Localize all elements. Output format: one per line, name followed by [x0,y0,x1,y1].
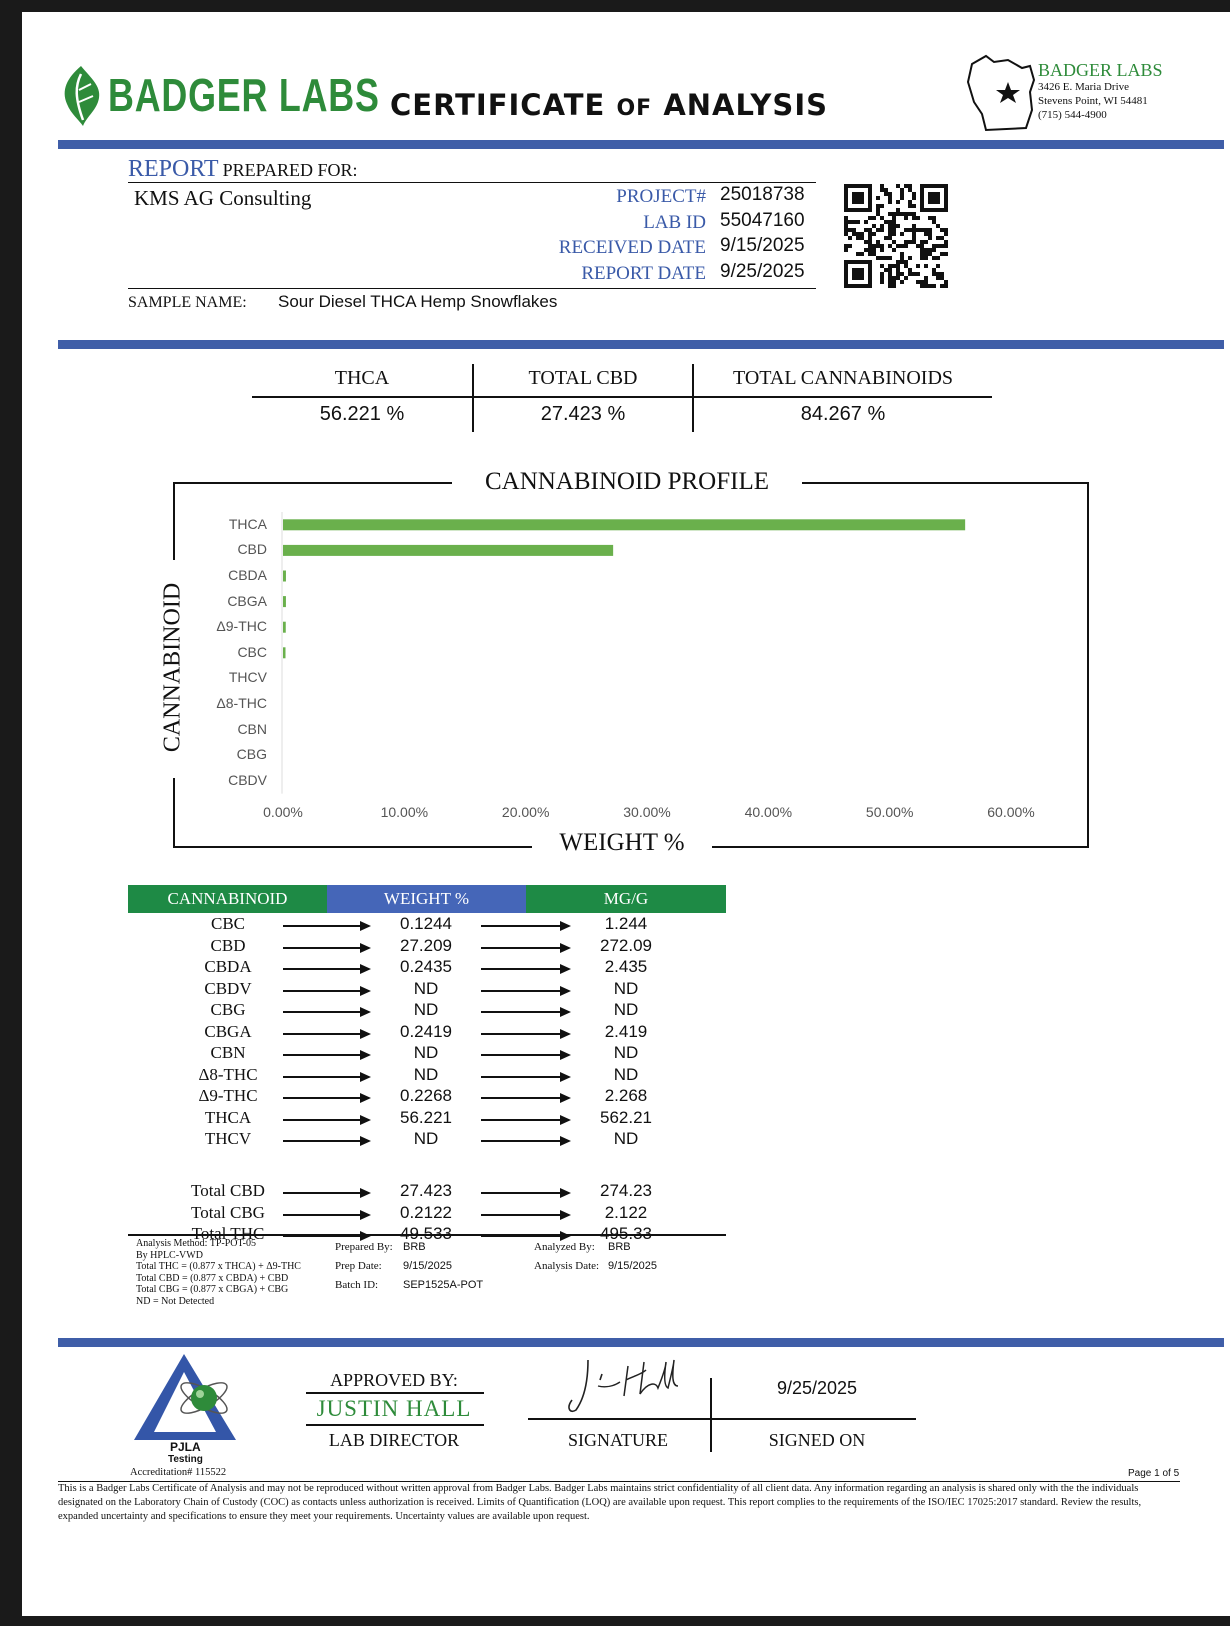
table-row-name: CBG [210,1000,246,1019]
total-row-mgg: 2.122 [604,1202,648,1222]
title-of: OF [616,96,653,121]
approver-title: LAB DIRECTOR [328,1430,460,1450]
table-row-arrow-1 [283,925,369,927]
table-row-arrow-2 [481,947,569,949]
chart-x-tick-label: 30.00% [623,804,671,820]
table-row-arrow-2 [481,990,569,992]
signature-image-icon [562,1352,692,1416]
chart-x-axis-title: WEIGHT % [532,829,712,857]
table-row-weight: ND [413,978,439,998]
summary-cbd-value: 27.423 % [540,403,626,425]
received-date-value: 9/15/2025 [720,235,805,256]
lab-address-line1: 3426 E. Maria Drive [1038,81,1130,93]
chart-category-label: THCV [228,669,267,686]
table-row-mgg: 2.419 [604,1021,648,1041]
analysis-info [534,1238,657,1276]
header-divider [58,140,1224,149]
signature-vline [710,1378,712,1452]
table-row-mgg: 562.21 [600,1107,652,1127]
method-line: Analysis Method: TP-POT-05 [136,1238,257,1249]
table-row-mgg: ND [613,1043,639,1062]
summary-thca-value: 56.221 % [319,403,405,425]
summary-total-value: 84.267 % [800,403,886,425]
report-date-label: REPORT DATE [581,263,706,284]
table-row-name: CBGA [204,1021,252,1041]
client-box-bottom-rule [128,288,816,289]
table-row-weight: ND [413,1043,439,1062]
total-row-weight: 27.423 [400,1181,452,1200]
table-row-mgg: 2.268 [604,1086,648,1105]
total-row-arrow-2 [481,1214,569,1216]
wisconsin-map-icon [964,52,1040,134]
table-header-mgg: MG/G [526,885,726,913]
chart-category-label: CBDV [228,771,267,788]
table-row-mgg: 1.244 [604,914,648,933]
table-row-weight: ND [413,1000,439,1019]
table-row-mgg: ND [613,1000,639,1019]
table-header-cannabinoid: CANNABINOID [128,885,327,913]
method-notes [136,1238,336,1307]
lab-phone: (715) 544-4900 [1038,109,1107,121]
chart-category-label: CBDA [228,567,267,583]
results-table [128,885,726,1245]
table-row-arrow-1 [283,947,369,949]
table-row-arrow-2 [481,1076,569,1078]
table-row-arrow-1 [283,1140,369,1142]
table-row-arrow-2 [481,968,569,970]
chart-category-label: CBD [237,541,267,558]
table-row-name: THCV [204,1129,252,1148]
prep-info [335,1238,483,1295]
batch-id-value: SEP1525A-POT [403,1279,484,1291]
table-row-name: Δ8-THC [198,1064,258,1084]
method-line: Total CBG = (0.877 x CBGA) + CBG [136,1284,289,1295]
labid-label: LAB ID [643,212,706,233]
table-row-arrow-1 [283,990,369,992]
chart-x-tick-label: 0.00% [263,804,303,820]
total-row-name: Total CBD [191,1181,265,1200]
table-row-arrow-1 [283,1054,369,1056]
table-row-mgg: 272.09 [600,935,652,955]
prep-date-value: 9/15/2025 [403,1260,452,1272]
analysis-date-label: Analysis Date: [534,1260,600,1272]
labid-value: 55047160 [720,210,805,231]
table-row-name: CBD [210,935,246,955]
table-bottom-rule [128,1234,726,1236]
chart-category-label: CBN [237,720,267,737]
report-prepared-for [128,156,357,183]
table-row-mgg: 2.435 [604,957,648,976]
table-row-name: CBDV [204,978,252,998]
signature-rule [528,1418,916,1420]
method-line: By HPLC-VWD [136,1249,203,1261]
table-row-arrow-1 [283,968,369,970]
analyzed-by-label: Analyzed By: [534,1241,595,1253]
total-row-arrow-1 [283,1192,369,1194]
approver-name-rule [306,1424,484,1426]
method-line: ND = Not Detected [136,1295,215,1307]
method-line: Total THC = (0.877 x THCA) + Δ9-THC [136,1261,301,1272]
table-row-arrow-1 [283,1076,369,1078]
client-name: KMS AG Consulting [134,186,312,210]
sample-name-label: SAMPLE NAME: [128,294,247,311]
prepared-for-rule [128,182,816,183]
chart-category-label: CBC [237,643,267,660]
batch-id-label: Batch ID: [335,1279,379,1291]
table-row-arrow-2 [481,1119,569,1121]
chart-category-label: CBG [236,746,267,763]
table-row-name: Δ9-THC [198,1086,258,1105]
chart-category-label: THCA [228,515,267,532]
table-row-weight: ND [413,1129,439,1148]
total-row-name: Total CBG [191,1202,265,1222]
project-label: PROJECT# [616,186,706,207]
total-row-mgg: 274.23 [600,1181,652,1200]
summary-total-label: TOTAL CANNABINOIDS [732,367,954,389]
approver-name: JUSTIN HALL [316,1396,472,1421]
chart-x-tick-label: 20.00% [501,804,550,820]
page-number: Page 1 of 5 [1128,1468,1180,1479]
table-row-weight: ND [413,1064,439,1084]
analysis-date-value: 9/15/2025 [608,1260,657,1272]
chart-y-axis-title-text: CANNABINOID [159,582,186,753]
table-row-name: CBN [210,1043,246,1062]
qr-code-icon[interactable] [844,184,948,288]
title-analysis: ANALYSIS [663,88,828,122]
certificate-page [22,12,1230,1616]
method-line: Total CBD = (0.877 x CBDA) + CBD [136,1272,289,1284]
table-row-weight: 0.2419 [400,1021,452,1041]
approval-divider [58,1338,1224,1347]
pjla-accreditation: Accreditation# 115522 [130,1467,227,1478]
table-row-mgg: ND [613,978,639,998]
table-row-arrow-1 [283,1033,369,1035]
table-row-arrow-1 [283,1011,369,1013]
signed-on-label: SIGNED ON [768,1430,866,1450]
approved-by-label: APPROVED BY: [330,1370,458,1390]
received-date-label: RECEIVED DATE [558,237,706,258]
report-date-value: 9/25/2025 [720,261,805,282]
brand-logo-icon [57,64,105,128]
table-row-arrow-2 [481,1097,569,1099]
total-row-weight: 0.2122 [400,1202,452,1222]
table-row-arrow-2 [481,1011,569,1013]
table-row-arrow-2 [481,925,569,927]
total-row-arrow-2 [481,1192,569,1194]
table-row-arrow-1 [283,1119,369,1121]
table-header-weight: WEIGHT % [327,885,526,913]
chart-category-label: Δ8-THC [216,695,267,711]
table-row-weight: 56.221 [400,1107,452,1127]
brand-name: BADGER LABS [108,69,380,121]
table-row-name: CBDA [204,957,252,976]
analyzed-by-value: BRB [608,1241,631,1253]
summary-thca-label: THCA [334,367,390,389]
prep-date-label: Prep Date: [335,1260,382,1272]
table-row-arrow-2 [481,1054,569,1056]
report-label: REPORT [128,156,219,182]
table-row-weight: 27.209 [400,935,452,955]
chart-frame [173,482,1089,848]
table-row-mgg: ND [613,1129,639,1148]
signature-label: SIGNATURE [567,1430,668,1450]
title-certificate: CERTIFICATE [390,88,606,122]
table-row-weight: 0.2435 [400,957,452,976]
chart-category-label: Δ9-THC [216,618,267,635]
section-divider [58,340,1224,349]
lab-name: BADGER LABS [1038,60,1163,80]
summary-rule [252,396,992,398]
total-row-arrow-1 [283,1214,369,1216]
prepared-by-value: BRB [403,1241,426,1253]
chart-x-tick-label: 50.00% [865,804,914,820]
table-row-arrow-1 [283,1097,369,1099]
footer-disclaimer: This is a Badger Labs Certificate of Analysis and may not be reproduced without written approval from Badger Labs. Badger Labs maintains strict confidentiality of all client data. Any information regarding an analysis is shared only with the the individuals designated on the Laboratory Chain of Custody (COC) as contacts unless authorization is received. Limits of Quantification (LOQ) are available upon request. This report complies to the requirements of the ISO/IEC 17025:2017 standard. Review the results, expanded uncertainty and specifications to ensure they meet your requirements. Uncertainty values are available upon request. [58,1483,1142,1522]
table-row-name: THCA [204,1107,252,1127]
project-value: 25018738 [720,184,805,205]
pjla-text: PJLA [170,1440,201,1454]
table-row-arrow-2 [481,1033,569,1035]
sample-name-value: Sour Diesel THCA Hemp Snowflakes [278,292,558,311]
approved-by-rule [306,1392,484,1394]
table-row-mgg: ND [613,1064,639,1084]
prepared-by-label: Prepared By: [335,1241,393,1253]
table-row-weight: 0.2268 [400,1086,452,1105]
table-row-arrow-2 [481,1140,569,1142]
chart-x-tick-label: 10.00% [380,804,429,820]
prepared-for-label: PREPARED FOR: [222,160,358,180]
chart-title: CANNABINOID PROFILE [452,468,802,496]
table-row-weight: 0.1244 [400,914,452,933]
lab-contact [1038,60,1228,122]
table-row-name: CBC [210,914,246,933]
pjla-testing: Testing [168,1454,203,1465]
summary-cbd-label: TOTAL CBD [528,367,638,389]
chart-x-tick-label: 60.00% [987,804,1035,820]
pjla-logo-icon [134,1352,240,1442]
document-title [390,88,828,122]
signed-date: 9/25/2025 [776,1378,858,1398]
chart-x-tick-label: 40.00% [744,804,793,820]
lab-address-line2: Stevens Point, WI 54481 [1038,95,1148,107]
chart-category-label: CBGA [227,592,267,609]
